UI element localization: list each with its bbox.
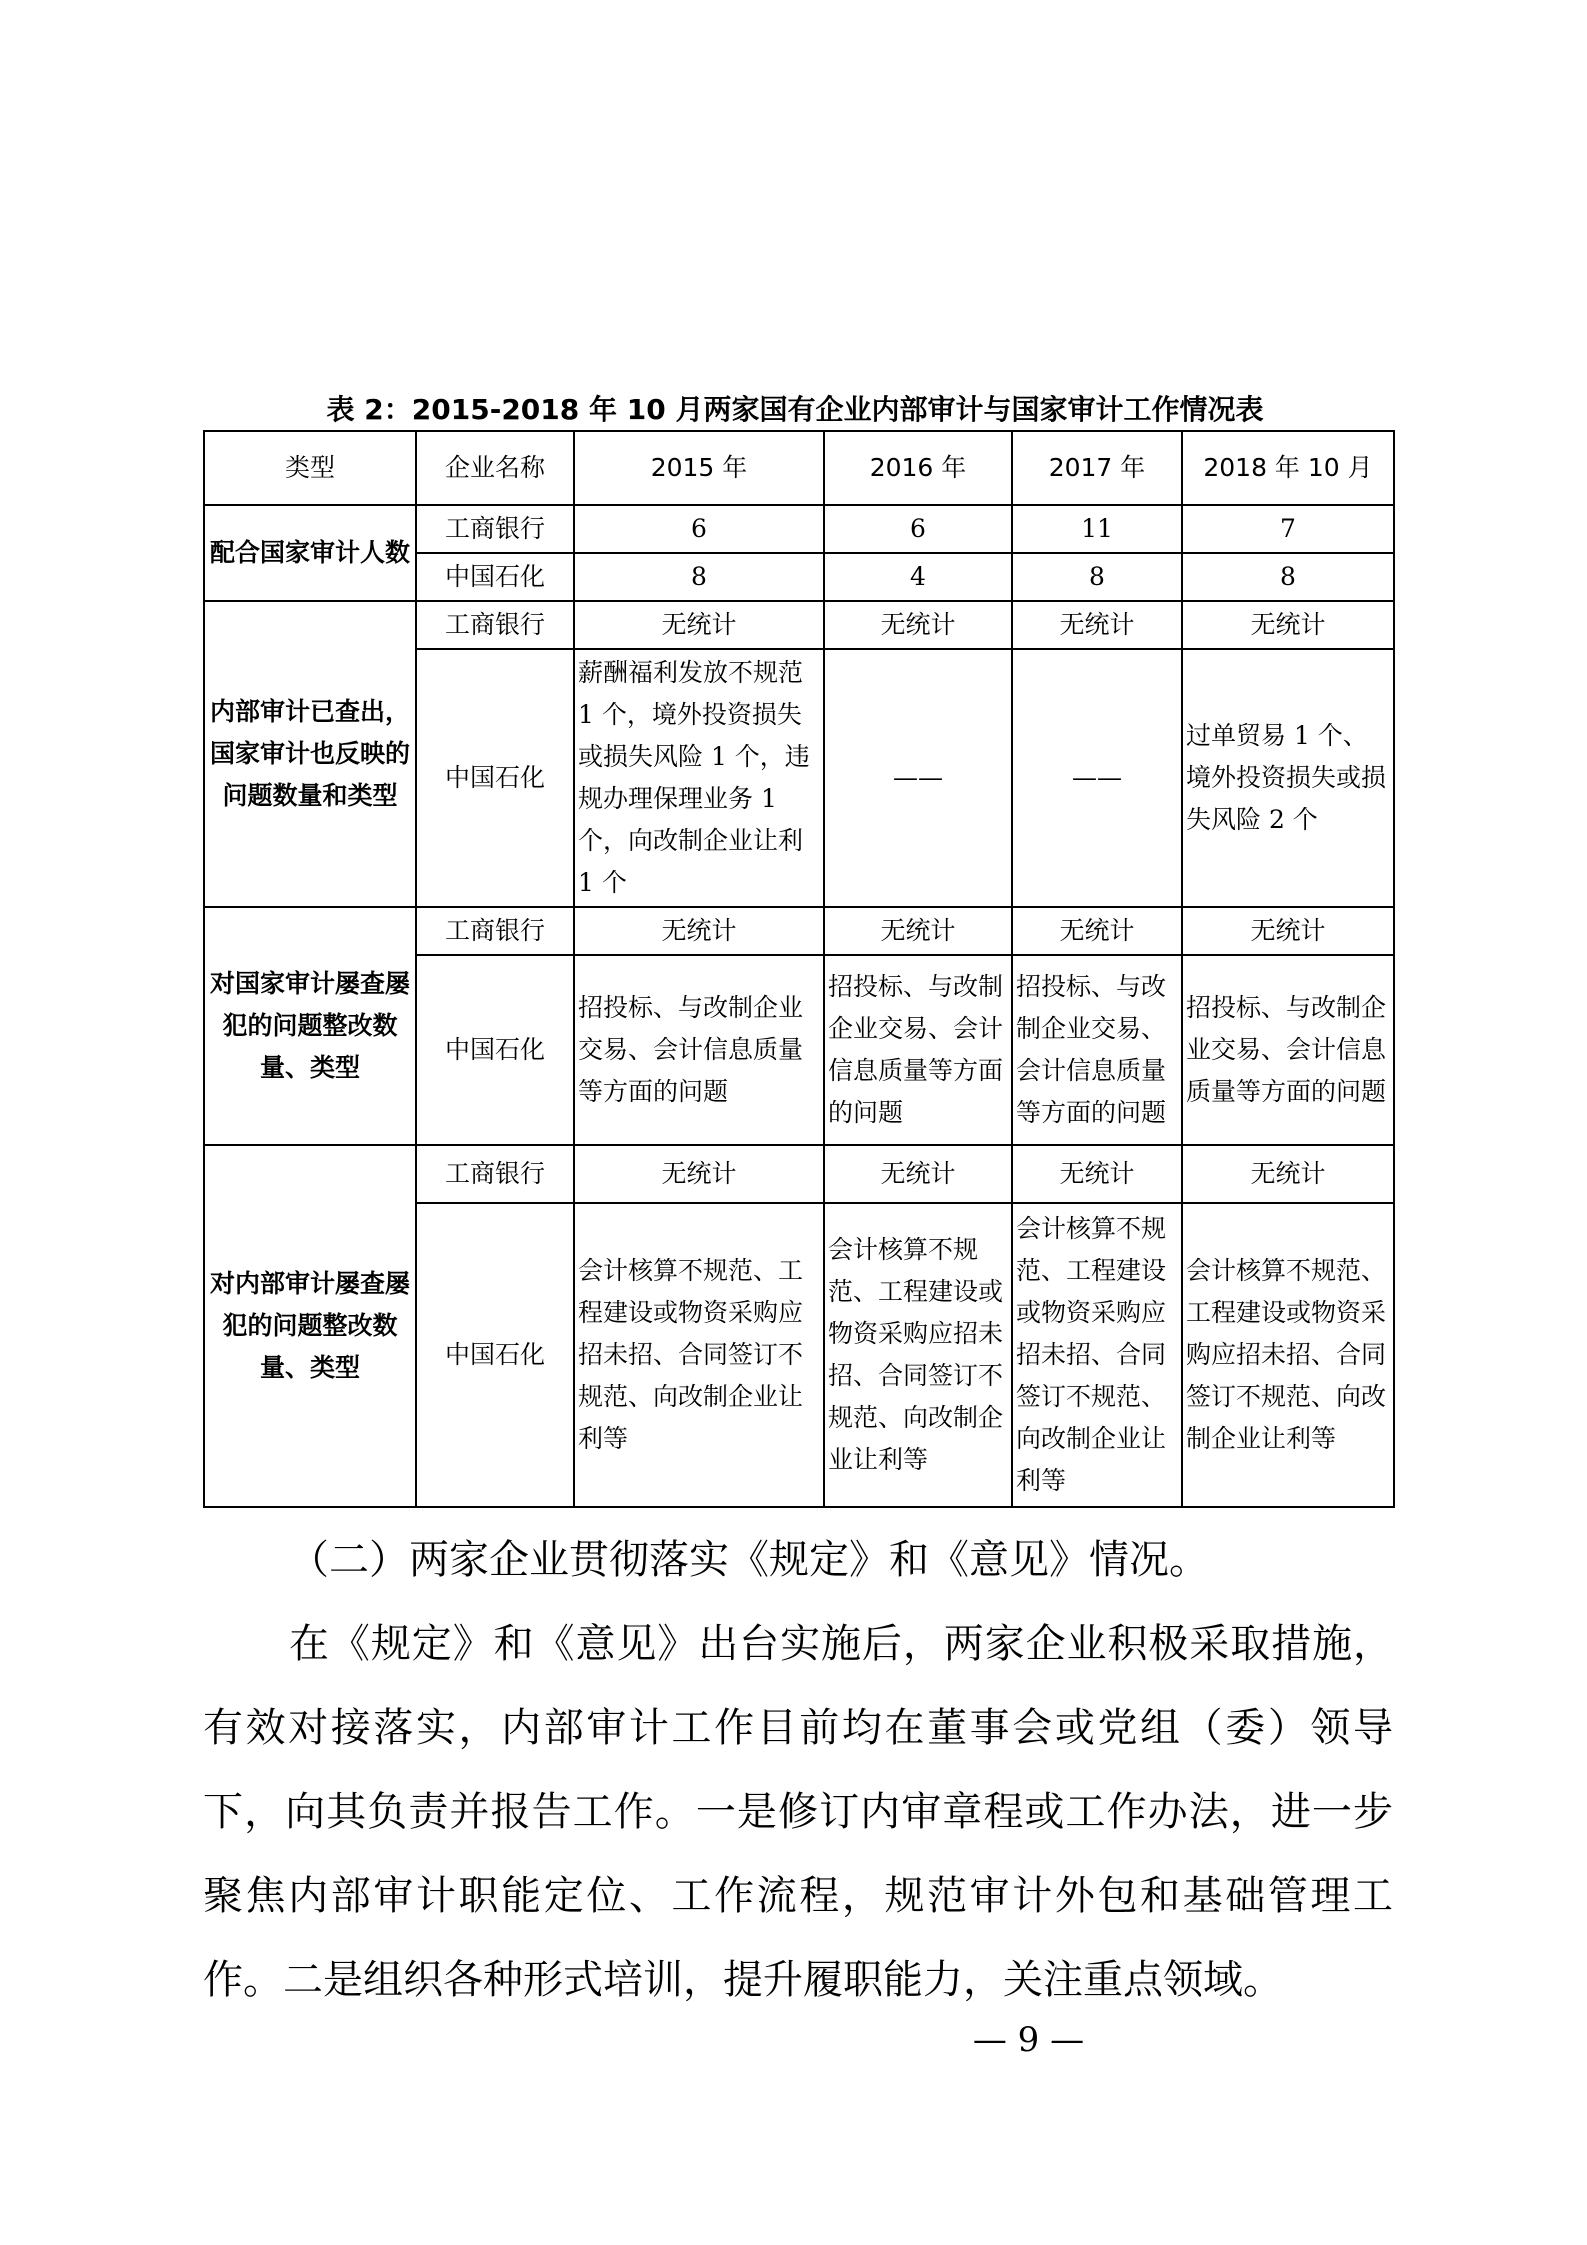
table-header-row [204, 431, 1394, 505]
data-cell: 无统计 [1012, 907, 1182, 955]
category-cell: 内部审计已查出，国家审计也反映的问题数量和类型 [204, 601, 416, 907]
table-row [204, 1145, 1394, 1203]
data-cell: —— [824, 649, 1012, 907]
data-cell: —— [1012, 649, 1182, 907]
header-cell: 类型 [204, 431, 416, 505]
category-cell: 对内部审计屡查屡犯的问题整改数量、类型 [204, 1145, 416, 1507]
data-cell: 8 [1012, 553, 1182, 601]
table-row [204, 505, 1394, 553]
data-cell: 招投标、与改制企业交易、会计信息质量等方面的问题 [1182, 955, 1394, 1145]
data-cell: 4 [824, 553, 1012, 601]
data-cell: 会计核算不规范、工程建设或物资采购应招未招、合同签订不规范、向改制企业让利等 [574, 1203, 824, 1507]
data-cell: 无统计 [824, 1145, 1012, 1203]
company-cell: 工商银行 [416, 505, 574, 553]
table-row [204, 601, 1394, 649]
data-cell: 会计核算不规范、工程建设或物资采购应招未招、合同签订不规范、向改制企业让利等 [1012, 1203, 1182, 1507]
company-cell: 中国石化 [416, 955, 574, 1145]
data-cell: 无统计 [574, 907, 824, 955]
header-cell: 2018 年 10 月 [1182, 431, 1394, 505]
company-cell: 中国石化 [416, 553, 574, 601]
data-cell: 无统计 [574, 1145, 824, 1203]
header-cell: 2016 年 [824, 431, 1012, 505]
data-cell: 6 [574, 505, 824, 553]
data-cell: 无统计 [1182, 601, 1394, 649]
audit-table [203, 430, 1395, 1508]
company-cell: 工商银行 [416, 907, 574, 955]
data-cell: 招投标、与改制企业交易、会计信息质量等方面的问题 [1012, 955, 1182, 1145]
data-cell: 6 [824, 505, 1012, 553]
header-cell: 2017 年 [1012, 431, 1182, 505]
data-cell: 招投标、与改制企业交易、会计信息质量等方面的问题 [824, 955, 1012, 1145]
category-cell: 对国家审计屡查屡犯的问题整改数量、类型 [204, 907, 416, 1145]
header-cell: 2015 年 [574, 431, 824, 505]
table-row [204, 907, 1394, 955]
data-cell: 薪酬福利发放不规范 1 个，境外投资损失或损失风险 1 个，违规办理保理业务 1 个，向改制企业让利 1 个 [574, 649, 824, 907]
data-cell: 7 [1182, 505, 1394, 553]
company-cell: 中国石化 [416, 1203, 574, 1507]
body-paragraph: 在《规定》和《意见》出台实施后，两家企业积极采取措施，有效对接落实，内部审计工作目前均在董事会或党组（委）领导下，向其负责并报告工作。一是修订内审章程或工作办法，进一步聚焦内部审计职能定位、工作流程，规范审计外包和基础管理工作。二是组织各种形式培训，提升履职能力，关注重点领域。 [203, 1621, 1393, 2003]
section-heading: （二）两家企业贯彻落实《规定》和《意见》情况。 [289, 1537, 1209, 1583]
company-cell: 工商银行 [416, 601, 574, 649]
data-cell: 无统计 [574, 601, 824, 649]
data-cell: 招投标、与改制企业交易、会计信息质量等方面的问题 [574, 955, 824, 1145]
data-cell: 无统计 [1182, 1145, 1394, 1203]
data-cell: 8 [574, 553, 824, 601]
data-cell: 无统计 [1182, 907, 1394, 955]
data-cell: 无统计 [824, 601, 1012, 649]
data-cell: 会计核算不规范、工程建设或物资采购应招未招、合同签订不规范、向改制企业让利等 [824, 1203, 1012, 1507]
data-cell: 无统计 [824, 907, 1012, 955]
data-cell: 11 [1012, 505, 1182, 553]
data-cell: 8 [1182, 553, 1394, 601]
category-cell: 配合国家审计人数 [204, 505, 416, 601]
page-number: — 9 — [972, 2020, 1085, 2060]
data-cell: 无统计 [1012, 601, 1182, 649]
data-cell: 会计核算不规范、工程建设或物资采购应招未招、合同签订不规范、向改制企业让利等 [1182, 1203, 1394, 1507]
header-cell: 企业名称 [416, 431, 574, 505]
company-cell: 工商银行 [416, 1145, 574, 1203]
data-cell: 无统计 [1012, 1145, 1182, 1203]
company-cell: 中国石化 [416, 649, 574, 907]
data-cell: 过单贸易 1 个、境外投资损失或损失风险 2 个 [1182, 649, 1394, 907]
table-title: 表 2：2015-2018 年 10 月两家国有企业内部审计与国家审计工作情况表 [326, 393, 1264, 426]
